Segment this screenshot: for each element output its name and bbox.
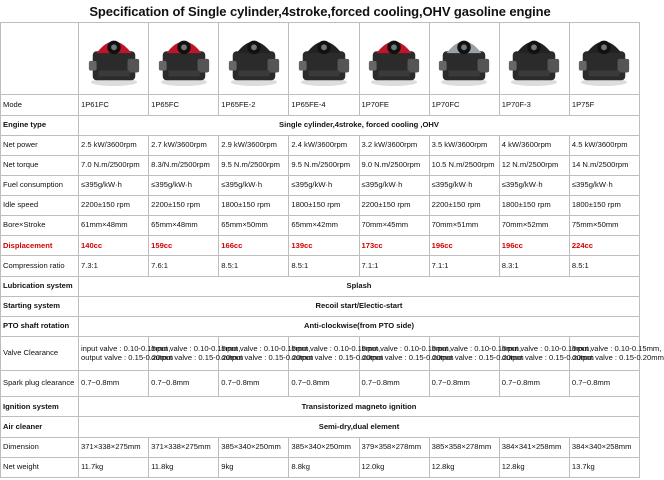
engine-image [435, 26, 493, 88]
engine-image [505, 26, 563, 88]
value-cell: 2.5 kW/3600rpm [79, 135, 149, 155]
row-label: Bore×Stroke [1, 216, 79, 236]
valve-clearance-cell [149, 336, 244, 370]
row-bore [1, 216, 640, 236]
row-starting [1, 296, 640, 316]
value-cell: 3.2 kW/3600rpm [359, 135, 429, 155]
value-cell: 7.3:1 [79, 256, 149, 276]
engine-dark-icon [575, 26, 633, 88]
page-title: Specification of Single cylinder,4stroke,forced cooling,OHV gasoline engine [89, 4, 551, 19]
spanned-value: Semi-dry,dual element [79, 417, 640, 437]
value-cell: 0.7~0.8mm [429, 371, 499, 397]
row-valve [1, 336, 640, 370]
value-cell: 1P70F-3 [499, 95, 569, 115]
value-cell: 139cc [289, 236, 359, 256]
value-cell: 1P70FC [429, 95, 499, 115]
value-cell: 224cc [569, 236, 639, 256]
input-valve-text: input valve : 0.10-0.15mm, [571, 343, 662, 353]
spanned-value: Splash [79, 276, 640, 296]
value-cell: 0.7~0.8mm [79, 371, 149, 397]
row-displacement [1, 236, 640, 256]
value-cell: 371×338×275mm [79, 437, 149, 457]
spec-table [0, 22, 664, 478]
value-cell: ≤395g/kW·h [149, 175, 219, 195]
row-idle [1, 196, 640, 216]
row-label: Compression ratio [1, 256, 79, 276]
row-fuel [1, 175, 640, 195]
value-cell: 2200±150 rpm [359, 196, 429, 216]
row-air [1, 417, 640, 437]
value-cell: 1P65FE-2 [219, 95, 289, 115]
row-weight [1, 457, 640, 477]
value-cell: 166cc [219, 236, 289, 256]
value-cell: 1P75F [569, 95, 639, 115]
row-pto [1, 316, 640, 336]
engine-image [225, 26, 283, 88]
value-cell: 61mm×48mm [79, 216, 149, 236]
row-net-power [1, 135, 640, 155]
value-cell: 159cc [149, 236, 219, 256]
engine-image-cell [219, 23, 289, 95]
value-cell: 8.3/N.m/2500rpm [149, 155, 219, 175]
corner-cell [1, 23, 79, 95]
engine-image [365, 26, 423, 88]
valve-clearance-cell [569, 336, 664, 370]
value-cell: 9.0 N.m/2500rpm [359, 155, 429, 175]
row-label: Dimension [1, 437, 79, 457]
value-cell: 0.7~0.8mm [149, 371, 219, 397]
value-cell: 1800±150 rpm [569, 196, 639, 216]
value-cell: 9kg [219, 457, 289, 477]
row-label: Spark plug clearance [1, 371, 79, 397]
engine-image [155, 26, 213, 88]
value-cell: 196cc [499, 236, 569, 256]
row-label: Starting system [1, 296, 79, 316]
row-label: Mode [1, 95, 79, 115]
input-valve-text: input valve : 0.10-0.15mm, [151, 343, 241, 353]
value-cell: 1P61FC [79, 95, 149, 115]
value-cell: 2200±150 rpm [149, 196, 219, 216]
valve-clearance-cell [499, 336, 594, 370]
value-cell: 196cc [429, 236, 499, 256]
value-cell: 70mm×52mm [499, 216, 569, 236]
value-cell: 0.7~0.8mm [359, 371, 429, 397]
valve-clearance-cell [429, 336, 524, 370]
valve-clearance-cell [79, 336, 174, 370]
engine-dark-icon [225, 26, 283, 88]
output-valve-text: output valve : 0.15-0.20mm [361, 352, 454, 362]
engine-image-cell [289, 23, 359, 95]
engine-image-cell [429, 23, 499, 95]
engine-dark-icon [295, 26, 353, 88]
value-cell: 0.7~0.8mm [219, 371, 289, 397]
engine-image [85, 26, 143, 88]
engine-gray-icon [435, 26, 493, 88]
row-label: Fuel consumption [1, 175, 79, 195]
value-cell: 173cc [359, 236, 429, 256]
value-cell: 3.5 kW/3600rpm [429, 135, 499, 155]
engine-image-cell [149, 23, 219, 95]
value-cell: 1800±150 rpm [219, 196, 289, 216]
row-label: Net power [1, 135, 79, 155]
engine-image-cell [499, 23, 569, 95]
output-valve-text: output valve : 0.15-0.20mm [431, 352, 524, 362]
value-cell: ≤395g/kW·h [569, 175, 639, 195]
row-label: Ignition system [1, 397, 79, 417]
row-ignition [1, 397, 640, 417]
value-cell: 384×340×258mm [569, 437, 639, 457]
row-mode [1, 95, 640, 115]
value-cell: 70mm×45mm [359, 216, 429, 236]
value-cell: 385×358×278mm [429, 437, 499, 457]
value-cell: 14 N.m/2500rpm [569, 155, 639, 175]
value-cell: 4.5 kW/3600rpm [569, 135, 639, 155]
engine-image-cell [569, 23, 639, 95]
value-cell: 1P65FC [149, 95, 219, 115]
value-cell: 70mm×51mm [429, 216, 499, 236]
row-label: Idle speed [1, 196, 79, 216]
value-cell: 9.5 N.m/2500rpm [289, 155, 359, 175]
value-cell: 0.7~0.8mm [289, 371, 359, 397]
value-cell: 385×340×250mm [219, 437, 289, 457]
engine-red-icon [365, 26, 423, 88]
spanned-value: Anti-clockwise(from PTO side) [79, 316, 640, 336]
row-engine-type [1, 115, 640, 135]
engine-image-row [1, 23, 640, 95]
input-valve-text: input valve : 0.10-0.15mm, [81, 343, 171, 353]
value-cell: 8.8kg [289, 457, 359, 477]
value-cell: ≤395g/kW·h [499, 175, 569, 195]
row-spark [1, 371, 640, 397]
value-cell: 12.0kg [359, 457, 429, 477]
value-cell: 65mm×50mm [219, 216, 289, 236]
value-cell: ≤395g/kW·h [79, 175, 149, 195]
engine-image [575, 26, 633, 88]
value-cell: 8.5:1 [289, 256, 359, 276]
value-cell: 12.8kg [499, 457, 569, 477]
value-cell: 7.0 N.m/2500rpm [79, 155, 149, 175]
output-valve-text: output valve : 0.15-0.20mm [81, 352, 174, 362]
value-cell: 1800±150 rpm [289, 196, 359, 216]
value-cell: 10.5 N.m/2500rpm [429, 155, 499, 175]
value-cell: 75mm×50mm [569, 216, 639, 236]
engine-red-icon [155, 26, 213, 88]
value-cell: 8.3:1 [499, 256, 569, 276]
row-label: Net torque [1, 155, 79, 175]
value-cell: 2.4 kW/3600rpm [289, 135, 359, 155]
value-cell: 1P70FE [359, 95, 429, 115]
spanned-value: Transistorized magneto ignition [79, 397, 640, 417]
value-cell: 8.5:1 [569, 256, 639, 276]
value-cell: 7.6:1 [149, 256, 219, 276]
row-label: Net weight [1, 457, 79, 477]
row-lubrication [1, 276, 640, 296]
value-cell: ≤395g/kW·h [429, 175, 499, 195]
row-label: Engine type [1, 115, 79, 135]
valve-clearance-cell [359, 336, 454, 370]
row-label: Displacement [1, 236, 79, 256]
value-cell: 7.1:1 [429, 256, 499, 276]
input-valve-text: input valve : 0.10-0.15mm, [361, 343, 451, 353]
input-valve-text: input valve : 0.10-0.15mm, [291, 343, 381, 353]
value-cell: 2.9 kW/3600rpm [219, 135, 289, 155]
value-cell: 0.7~0.8mm [499, 371, 569, 397]
row-label: Air cleaner [1, 417, 79, 437]
engine-image [295, 26, 353, 88]
value-cell: 9.5 N.m/2500rpm [219, 155, 289, 175]
value-cell: 384×341×258mm [499, 437, 569, 457]
output-valve-text: output valve : 0.15-0.20mm [151, 352, 244, 362]
engine-dark-icon [505, 26, 563, 88]
value-cell: 65mm×42mm [289, 216, 359, 236]
output-valve-text: output valve : 0.15-0.20mm [221, 352, 314, 362]
value-cell: ≤395g/kW·h [219, 175, 289, 195]
input-valve-text: input valve : 0.10-0.15mm, [221, 343, 311, 353]
spanned-value: Recoil start/Electic-start [79, 296, 640, 316]
engine-red-icon [85, 26, 143, 88]
value-cell: 12.8kg [429, 457, 499, 477]
row-net-torque [1, 155, 640, 175]
value-cell: ≤395g/kW·h [359, 175, 429, 195]
value-cell: 2.7 kW/3600rpm [149, 135, 219, 155]
row-label: PTO shaft rotation [1, 316, 79, 336]
value-cell: 12 N.m/2500rpm [499, 155, 569, 175]
value-cell: 0.7~0.8mm [569, 371, 639, 397]
value-cell: ≤395g/kW·h [289, 175, 359, 195]
value-cell: 371×338×275mm [149, 437, 219, 457]
valve-clearance-cell [219, 336, 314, 370]
value-cell: 13.7kg [569, 457, 639, 477]
row-label: Valve Clearance [1, 336, 79, 370]
value-cell: 1800±150 rpm [499, 196, 569, 216]
spanned-value: Single cylinder,4stroke, forced cooling ,OHV [79, 115, 640, 135]
output-valve-text: output valve : 0.15-0.20mm [291, 352, 384, 362]
value-cell: 2200±150 rpm [429, 196, 499, 216]
value-cell: 8.5:1 [219, 256, 289, 276]
output-valve-text: output valve : 0.15-0.20mm [571, 352, 664, 362]
value-cell: 385×340×250mm [289, 437, 359, 457]
output-valve-text: output valve : 0.15-0.20mm [501, 352, 594, 362]
row-dimension [1, 437, 640, 457]
value-cell: 2200±150 rpm [79, 196, 149, 216]
engine-image-cell [79, 23, 149, 95]
value-cell: 11.8kg [149, 457, 219, 477]
value-cell: 65mm×48mm [149, 216, 219, 236]
valve-clearance-cell [289, 336, 384, 370]
value-cell: 4 kW/3600rpm [499, 135, 569, 155]
row-compression [1, 256, 640, 276]
value-cell: 7.1:1 [359, 256, 429, 276]
engine-image-cell [359, 23, 429, 95]
value-cell: 1P65FE-4 [289, 95, 359, 115]
input-valve-text: input valve : 0.10-0.15mm, [431, 343, 522, 353]
value-cell: 379×358×278mm [359, 437, 429, 457]
row-label: Lubrication system [1, 276, 79, 296]
value-cell: 140cc [79, 236, 149, 256]
input-valve-text: input valve : 0.10-0.15mm, [501, 343, 592, 353]
value-cell: 11.7kg [79, 457, 149, 477]
